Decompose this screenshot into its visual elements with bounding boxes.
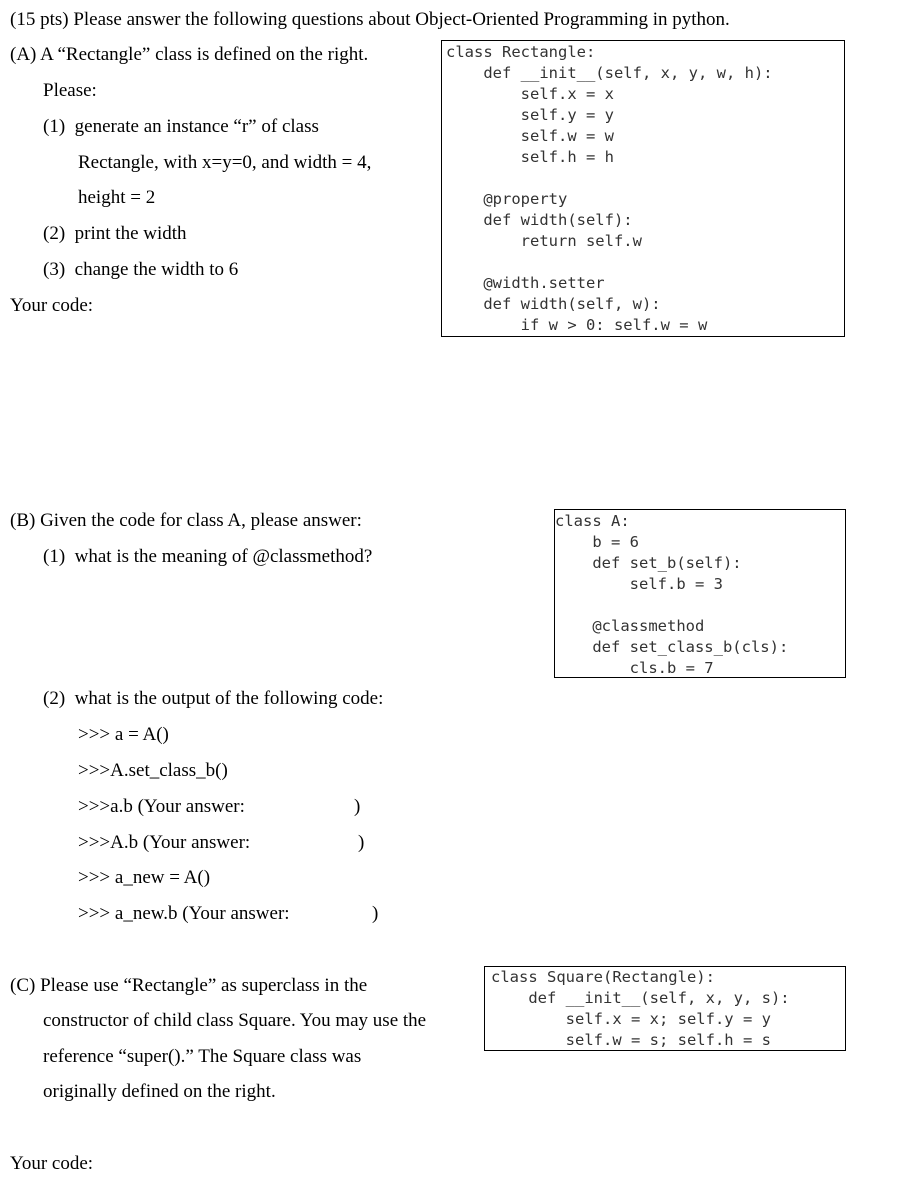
part-b-q1: (1) what is the meaning of @classmethod? [43,546,373,567]
part-c-line-4: originally defined on the right. [43,1081,276,1102]
part-a-q1-line2: Rectangle, with x=y=0, and width = 4, [78,152,372,173]
part-c-line-3: reference “super().” The Square class was [43,1046,362,1067]
part-b-q2: (2) what is the output of the following code: [43,688,384,709]
answer-close-paren-2: ) [358,832,365,853]
part-b-line-5: >>> a_new = A() [78,867,211,888]
part-a-your-code: Your code: [10,295,94,316]
square-code-box [484,966,846,1051]
part-a-q1-line1: (1) generate an instance “r” of class [43,116,319,137]
part-a-q2: (2) print the width [43,223,187,244]
part-a-please: Please: [43,80,97,101]
answer-close-paren-3: ) [372,903,379,924]
part-a-q1-line3: height = 2 [78,187,156,208]
rectangle-code-box [441,40,845,337]
part-a-q3: (3) change the width to 6 [43,259,239,280]
square-code: class Square(Rectangle): def __init__(self, x, y, s): self.x = x; self.y = y self.w = s; self.h = s [491,968,790,1049]
page-title: (15 pts) Please answer the following questions about Object-Oriented Programming in python. [10,9,730,30]
part-b-line-6: >>> a_new.b (Your answer: [78,903,290,924]
class-a-code: class A: b = 6 def set_b(self): self.b = 3 @classmethod def set_class_b(cls): cls.b = 7 [555,512,789,677]
answer-close-paren-1: ) [354,796,361,817]
part-c-line-1: (C) Please use “Rectangle” as superclass in the [10,975,368,996]
part-b-intro: (B) Given the code for class A, please answer: [10,510,362,531]
part-b-line-4: >>>A.b (Your answer: [78,832,251,853]
part-c-line-2: constructor of child class Square. You may use the [43,1010,427,1031]
part-b-line-1: >>> a = A() [78,724,169,745]
part-b-line-3: >>>a.b (Your answer: [78,796,245,817]
rectangle-code: class Rectangle: def __init__(self, x, y, w, h): self.x = x self.y = y self.w = w self.h = h @property def width(self): return self.w @width.setter def width(self, w): if w > 0: self.w = w [446,43,773,334]
part-c-your-code: Your code: [10,1153,94,1174]
part-b-line-2: >>>A.set_class_b() [78,760,228,781]
part-a-intro: (A) A “Rectangle” class is defined on the right. [10,44,369,65]
class-a-code-box [554,509,846,678]
